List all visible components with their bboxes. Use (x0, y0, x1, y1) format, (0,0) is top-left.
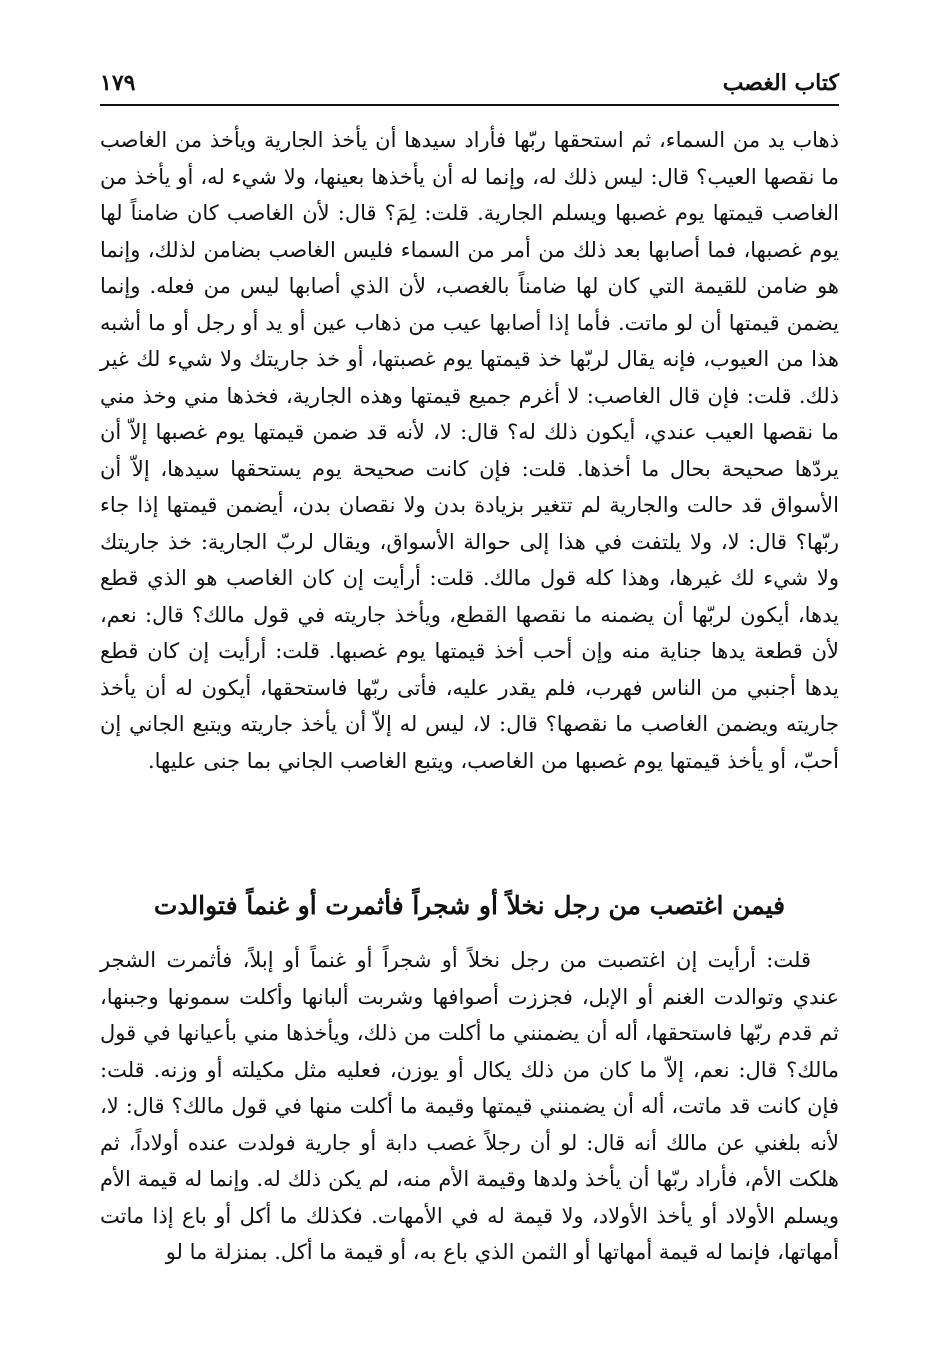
paragraph: ذهاب يد من السماء، ثم استحقها ربّها فأراد سيدها أن يأخذ الجارية ويأخذ من الغاصب ما نقصها العيب؟ قال: ليس ذلك له، وإنما له أن يأخذها بعينها، ولا شيء له، أو يأخذ من الغاصب قيمتها يوم غصبها ويسلم الجارية. قلت: لِمَ؟ قال: لأن الغاصب كان ضامناً لها يوم غصبها، فما أصابها بعد ذلك من أمر من السماء فليس الغاصب بضامن لذلك، وإنما هو ضامن للقيمة التي كان لها ضامناً بالغصب، لأن الذي أصابها ليس من فعله. وإنما يضمن قيمتها أن لو ماتت. فأما إذا أصابها عيب من ذهاب عين أو يد أو رجل أو ما أشبه هذا من العيوب، فإنه يقال لربّها خذ قيمتها يوم غصبتها، أو خذ جاريتك ولا شيء لك غير ذلك. قلت: فإن قال الغاصب: لا أغرم جميع قيمتها وهذه الجارية، فخذها مني وخذ مني ما نقصها العيب عندي، أيكون ذلك له؟ قال: لا، لأنه قد ضمن قيمتها يوم غصبها إلاّ أن يردّها صحيحة بحال ما أخذها. قلت: فإن كانت صحيحة يوم يستحقها سيدها، إلاّ أن الأسواق قد حالت والجارية لم تتغير بزيادة بدن ولا نقصان بدن، أيضمن قيمتها إذا جاء ربّها؟ قال: لا، ولا يلتفت في هذا إلى حوالة الأسواق، ويقال لربّ الجارية: خذ جاريتك ولا شيء لك غيرها، وهذا كله قول مالك. قلت: أرأيت إن كان الغاصب هو الذي قطع يدها، أيكون لربّها أن يضمنه ما نقصها القطع، ويأخذ جاريته في قول مالك؟ قال: نعم، لأن قطعة يدها جناية منه وإن أحب أخذ قيمتها يوم غصبها. قلت: أرأيت إن كان قطع يدها أجنبي من الناس فهرب، فلم يقدر عليه، فأتى ربّها فاستحقها، أيكون له أن يأخذ جاريته ويضمن الغاصب ما نقصها؟ قال: لا، ليس له إلاّ أن يأخذ جاريته ويتبع الجاني إن أحبّ، أو يأخذ قيمتها يوم غصبها من الغاصب، ويتبع الغاصب الجاني بما جنى عليها. (100, 128, 839, 773)
running-title: كتاب الغصب (722, 70, 839, 96)
text-block-2 (100, 942, 839, 1271)
section-heading: فيمن اغتصب من رجل نخلاً أو شجراً فأثمرت أو غنماً فتوالدت (153, 891, 786, 920)
page-number: ١٧٩ (100, 70, 136, 96)
paragraph: قلت: أرأيت إن اغتصبت من رجل نخلاً أو شجراً أو غنماً أو إبلاً، فأثمرت الشجر عندي وتوالدت الغنم أو الإبل، فجززت أصوافها وشربت ألبانها وأكلت سمونها وجبنها، ثم قدم ربّها فاستحقها، أله أن يضمنني ما أكلت من ذلك، ويأخذها مني بأعيانها في قول مالك؟ قال: نعم، إلاّ ما كان من ذلك يكال أو يوزن، فعليه مثل مكيلته أو وزنه. قلت: فإن كانت قد ماتت، أله أن يضمنني قيمتها وقيمة ما أكلت منها في قول مالك؟ قال: لا، لأنه بلغني عن مالك أنه قال: لو أن رجلاً غصب دابة أو جارية فولدت عنده أولاداً، ثم هلكت الأم، فأراد ربّها أن يأخذ ولدها وقيمة الأم منه، لم يكن ذلك له. وإنما له قيمة الأم ويسلم الأولاد أو يأخذ الأولاد، ولا قيمة له في الأمهات. فكذلك ما أكل أو باع إذا ماتت أمهاتها، فإنما له قيمة أمهاتها أو الثمن الذي باع به، أو قيمة ما أكل. بمنزلة ما لو (100, 948, 839, 1264)
running-header (100, 68, 839, 106)
text-block-1 (100, 122, 839, 779)
